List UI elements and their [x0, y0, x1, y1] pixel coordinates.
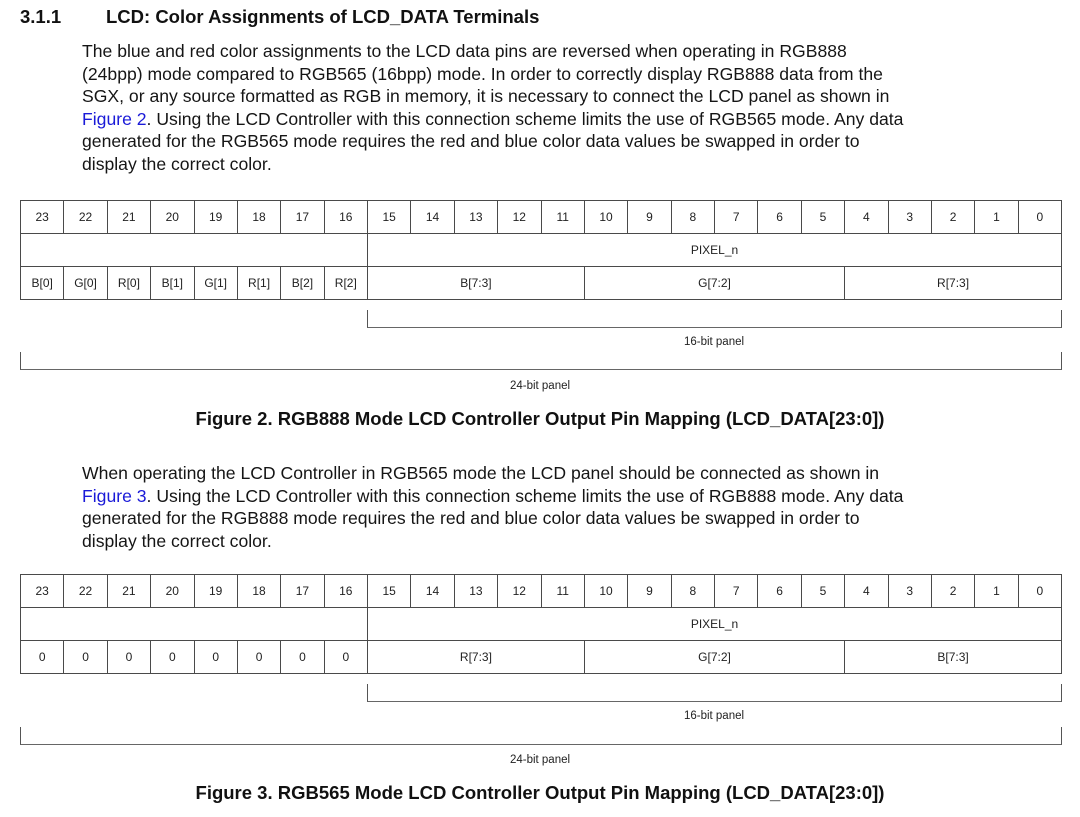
- paragraph-rgb888: [82, 40, 1072, 176]
- bit-cell: 2: [931, 575, 974, 608]
- bit-cell: 21: [107, 575, 150, 608]
- bit-cell: 6: [758, 201, 801, 234]
- text-line: generated for the RGB565 mode requires the red and blue color data values be swapped in order to: [82, 131, 860, 152]
- assign-cell: R[7:3]: [368, 641, 585, 674]
- text-line: . Using the LCD Controller with this connection scheme limits the use of RGB565 mode. Any data: [146, 108, 904, 129]
- bracket-24-bit-label: 24-bit panel: [509, 754, 571, 766]
- bit-cell: 3: [888, 575, 931, 608]
- text-line: SGX, or any source formatted as RGB in memory, it is necessary to connect the LCD panel as shown in: [82, 86, 890, 107]
- figure-2-link[interactable]: Figure 2: [82, 108, 147, 129]
- assign-cell: R[7:3]: [845, 267, 1062, 300]
- bit-cell: 13: [454, 575, 497, 608]
- bit-cell: 11: [541, 201, 584, 234]
- bit-cell: 23: [21, 201, 64, 234]
- empty-cell: [21, 234, 368, 267]
- bracket-16-bit: [367, 310, 1062, 328]
- assign-cell: B[0]: [21, 267, 64, 300]
- text-line: . Using the LCD Controller with this connection scheme limits the use of RGB888 mode. Any data: [146, 485, 904, 506]
- bit-cell: 9: [628, 201, 671, 234]
- bit-cell: 8: [671, 201, 714, 234]
- bit-number-row: [21, 201, 1062, 234]
- figure-2-caption: Figure 2. RGB888 Mode LCD Controller Output Pin Mapping (LCD_DATA[23:0]): [195, 408, 885, 429]
- bit-cell: 19: [194, 201, 237, 234]
- bit-cell: 11: [541, 575, 584, 608]
- bit-cell: 1: [975, 575, 1018, 608]
- assign-cell: 0: [194, 641, 237, 674]
- bit-cell: 13: [454, 201, 497, 234]
- bit-cell: 8: [671, 575, 714, 608]
- bit-cell: 21: [107, 201, 150, 234]
- assign-cell: R[0]: [107, 267, 150, 300]
- bit-cell: 4: [845, 201, 888, 234]
- bit-cell: 4: [845, 575, 888, 608]
- bit-cell: 17: [281, 575, 324, 608]
- pixel-label-cell: PIXEL_n: [368, 234, 1062, 267]
- bit-cell: 18: [237, 575, 280, 608]
- text-line: (24bpp) mode compared to RGB565 (16bpp) mode. In order to correctly display RGB888 data from the: [82, 63, 883, 84]
- assign-cell: G[0]: [64, 267, 107, 300]
- bit-cell: 1: [975, 201, 1018, 234]
- assign-cell: B[1]: [151, 267, 194, 300]
- text-line: display the correct color.: [82, 530, 272, 551]
- empty-cell: [21, 608, 368, 641]
- bit-cell: 3: [888, 201, 931, 234]
- text-line: When operating the LCD Controller in RGB565 mode the LCD panel should be connected as shown in: [82, 463, 880, 483]
- pixel-label-cell: PIXEL_n: [368, 608, 1062, 641]
- bit-cell: 22: [64, 575, 107, 608]
- bit-cell: 23: [21, 575, 64, 608]
- assign-cell: 0: [107, 641, 150, 674]
- assign-cell: G[7:2]: [584, 267, 844, 300]
- assign-cell: R[2]: [324, 267, 367, 300]
- assign-cell: G[7:2]: [584, 641, 844, 674]
- bit-cell: 16: [324, 575, 367, 608]
- figure-3-pin-table: [20, 574, 1062, 674]
- bit-cell: 20: [151, 201, 194, 234]
- bit-cell: 7: [715, 575, 758, 608]
- text-line: display the correct color.: [82, 153, 272, 174]
- bit-cell: 5: [801, 201, 844, 234]
- text-line: generated for the RGB888 mode requires the red and blue color data values be swapped in order to: [82, 508, 860, 529]
- section-heading: [20, 6, 539, 28]
- bit-cell: 17: [281, 201, 324, 234]
- bit-cell: 10: [584, 201, 627, 234]
- bit-cell: 12: [498, 575, 541, 608]
- assign-cell: R[1]: [237, 267, 280, 300]
- bit-cell: 18: [237, 201, 280, 234]
- bracket-16-bit-label: 16-bit panel: [683, 710, 745, 722]
- bit-cell: 15: [368, 575, 411, 608]
- bit-cell: 19: [194, 575, 237, 608]
- assign-cell: 0: [21, 641, 64, 674]
- pixel-row: [21, 608, 1062, 641]
- bit-cell: 20: [151, 575, 194, 608]
- bit-cell: 7: [715, 201, 758, 234]
- assign-cell: 0: [151, 641, 194, 674]
- bit-cell: 16: [324, 201, 367, 234]
- assign-cell: B[2]: [281, 267, 324, 300]
- assignment-row: [21, 267, 1062, 300]
- section-number: 3.1.1: [20, 6, 62, 27]
- text-line: The blue and red color assignments to the LCD data pins are reversed when operating in RGB888: [82, 41, 847, 61]
- bit-cell: 0: [1018, 201, 1061, 234]
- figure-3-link[interactable]: Figure 3: [82, 485, 147, 506]
- assign-cell: G[1]: [194, 267, 237, 300]
- bit-cell: 0: [1018, 575, 1061, 608]
- bit-cell: 5: [801, 575, 844, 608]
- bracket-24-bit: [20, 727, 1062, 745]
- bracket-16-bit-label: 16-bit panel: [683, 336, 745, 348]
- bit-cell: 14: [411, 201, 454, 234]
- bit-cell: 2: [931, 201, 974, 234]
- bracket-24-bit: [20, 352, 1062, 370]
- bit-cell: 14: [411, 575, 454, 608]
- assign-cell: 0: [324, 641, 367, 674]
- bracket-24-bit-label: 24-bit panel: [509, 380, 571, 392]
- bit-cell: 22: [64, 201, 107, 234]
- bit-cell: 15: [368, 201, 411, 234]
- figure-3-caption: Figure 3. RGB565 Mode LCD Controller Output Pin Mapping (LCD_DATA[23:0]): [195, 782, 885, 803]
- bit-number-row: [21, 575, 1062, 608]
- bit-cell: 12: [498, 201, 541, 234]
- assignment-row: [21, 641, 1062, 674]
- bit-cell: 6: [758, 575, 801, 608]
- section-title: LCD: Color Assignments of LCD_DATA Terminals: [106, 6, 540, 27]
- bracket-16-bit: [367, 684, 1062, 702]
- bit-cell: 9: [628, 575, 671, 608]
- figure-2-pin-table: [20, 200, 1062, 300]
- assign-cell: 0: [281, 641, 324, 674]
- bit-cell: 10: [584, 575, 627, 608]
- assign-cell: B[7:3]: [845, 641, 1062, 674]
- assign-cell: B[7:3]: [368, 267, 585, 300]
- paragraph-rgb565: [82, 462, 1072, 552]
- pixel-row: [21, 234, 1062, 267]
- assign-cell: 0: [64, 641, 107, 674]
- assign-cell: 0: [237, 641, 280, 674]
